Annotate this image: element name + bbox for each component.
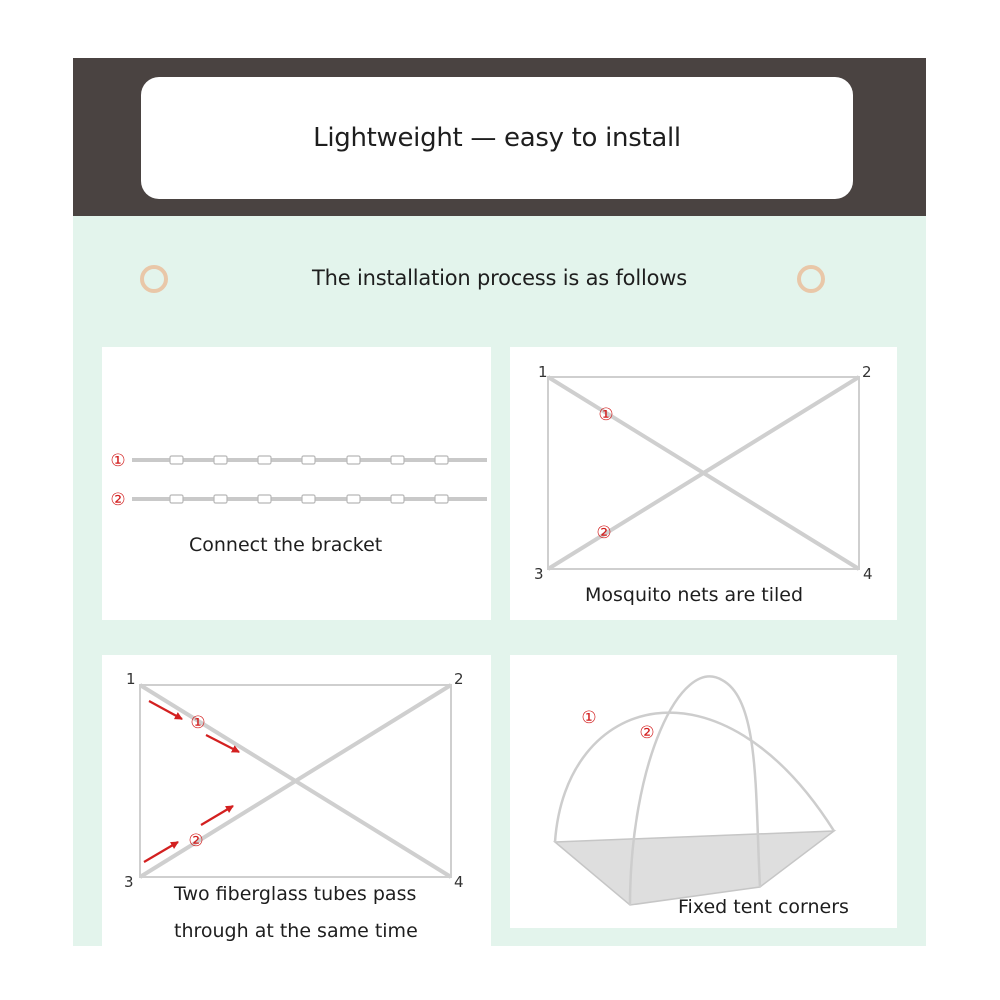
connector xyxy=(391,495,404,503)
connector xyxy=(170,495,183,503)
tube-connectors xyxy=(170,456,448,503)
connector xyxy=(302,495,315,503)
corner-label-4: 4 xyxy=(863,565,873,583)
step-panel-tent xyxy=(510,655,897,928)
corner-label-2: 2 xyxy=(862,363,872,381)
connector xyxy=(435,495,448,503)
corner-label-3: 3 xyxy=(534,565,544,583)
connector xyxy=(258,456,271,464)
corner-label-1: 1 xyxy=(538,363,548,381)
step-caption: Fixed tent corners xyxy=(678,896,849,918)
tent-pole-1 xyxy=(555,713,834,842)
connector xyxy=(258,495,271,503)
marker-2: ② xyxy=(188,831,204,851)
corner-label-3: 3 xyxy=(124,873,134,891)
tent-floor xyxy=(555,831,834,905)
poster xyxy=(73,58,926,946)
marker-2: ② xyxy=(110,490,126,510)
connector xyxy=(347,456,360,464)
corner-label-4: 4 xyxy=(454,873,464,891)
connector xyxy=(347,495,360,503)
step-caption: Mosquito nets are tiled xyxy=(585,584,804,606)
section-subtitle: The installation process is as follows xyxy=(312,266,687,290)
header-band xyxy=(73,58,926,216)
marker-2: ② xyxy=(639,723,655,743)
step-caption xyxy=(174,876,418,950)
net-frame-illustration xyxy=(510,347,897,620)
connector xyxy=(391,456,404,464)
connector xyxy=(170,456,183,464)
corner-label-2: 2 xyxy=(454,670,464,688)
step-panel-threading xyxy=(102,655,491,946)
step-panel-tiled xyxy=(510,347,897,620)
connector xyxy=(214,495,227,503)
marker-1: ① xyxy=(581,708,597,728)
marker-2: ② xyxy=(596,523,612,543)
step-caption: Connect the bracket xyxy=(189,534,383,556)
bracket-illustration xyxy=(102,347,491,620)
marker-1: ① xyxy=(190,713,206,733)
marker-1: ① xyxy=(110,451,126,471)
tent-illustration xyxy=(510,655,897,928)
corner-label-1: 1 xyxy=(126,670,136,688)
title-card xyxy=(141,77,853,199)
page-title: Lightweight — easy to install xyxy=(313,123,681,153)
step-caption-line-2: through at the same time xyxy=(174,920,418,942)
step-caption-line-1: Two fiberglass tubes pass xyxy=(174,883,417,905)
connector xyxy=(302,456,315,464)
step-panel-connect xyxy=(102,347,491,620)
connector xyxy=(435,456,448,464)
connector xyxy=(214,456,227,464)
marker-1: ① xyxy=(598,405,614,425)
